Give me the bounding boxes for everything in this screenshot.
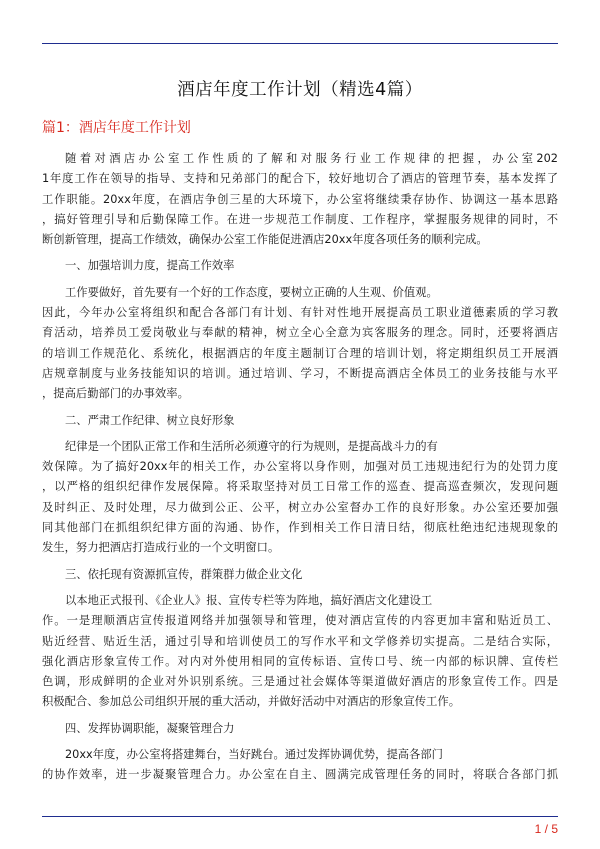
paragraph-line: 作。一是理顺酒店宣传报道网络并加强领导和管理，使对酒店宣传的内容更加丰富和贴近员工、: [42, 614, 558, 628]
paragraph-line: 的协作效率，进一步凝聚管理合力。办公室在自主、圆满完成管理任务的同时，将联合各部门抓: [42, 768, 558, 782]
paragraph-line: 同其他部门在抓组织纪律方面的沟通、协作，作到相关工作日清日结，彻底杜绝违纪违规现象的: [42, 521, 558, 535]
paragraph-line: 积极配合、参加总公司组织开展的重大活动，并做好活动中对酒店的形象宣传工作。: [42, 695, 460, 709]
paragraph-line: 因此，今年办公室将组织和配合各部门有计划、有针对性地开展提高员工职业道德素质的学习教: [42, 306, 558, 320]
paragraph-line: 断创新管理，提高工作绩效，确保办公室工作能促进酒店20xx年度各项任务的顺利完成。: [42, 233, 488, 247]
subsection-heading: 三、依托现有资源抓宣传，群策群力做企业文化: [65, 567, 303, 581]
section-heading: 篇1：酒店年度工作计划: [42, 120, 191, 136]
page-number: 1 / 5: [534, 822, 558, 836]
paragraph-line: 以本地正式报刊、《企业人》报、宣传专栏等为阵地，搞好酒店文化建设工: [65, 593, 433, 607]
paragraph-line: 及时纠正、及时处理，尽力做到公正、公平，树立办公室督办工作的良好形象。办公室还要加强: [42, 500, 558, 514]
document-title: 酒店年度工作计划（精选4篇）: [177, 80, 423, 100]
paragraph-line: 色调，形成鲜明的企业对外识别系统。三是通过社会媒体等渠道做好酒店的形象宣传工作。四是: [42, 675, 558, 689]
subsection-heading: 四、发挥协调职能，凝聚管理合力: [65, 721, 235, 735]
subsection-heading: 一、加强培训力度，提高工作效率: [65, 259, 235, 273]
document-body: [42, 149, 558, 786]
paragraph-line: 效保障。为了搞好20xx年的相关工作，办公室将以身作则，加强对员工违规违纪行为的处罚力度: [42, 460, 558, 474]
paragraph-line: ，搞好管理引导和后勤保障工作。在进一步规范工作制度、工作程序，掌握服务规律的同时，不: [42, 212, 558, 226]
paragraph-line: ，提高后勤部门的办事效率。: [42, 387, 189, 401]
paragraph-line: 店规章制度与业务技能知识的培训。通过培训、学习，不断提高酒店全体员工的业务技能与水平: [42, 366, 558, 380]
paragraph-line: 贴近经营、贴近生活，通过引导和培训使员工的写作水平和文学修养切实提高。二是结合实际，: [42, 634, 558, 648]
paragraph-line: 工作职能。20xx年度，在酒店争创三星的大环境下，办公室将继续秉存协作、协调这一基本思路: [42, 192, 558, 206]
paragraph-line: ，以严格的组织纪律作发展保障。将采取坚持对员工日常工作的巡查、提高巡查频次，发现问题: [42, 480, 558, 494]
paragraph-line: 的培训工作规范化、系统化，根据酒店的年度主题制订合理的培训计划，将定期组织员工开展酒: [42, 346, 558, 360]
paragraph-line: 强化酒店形象宣传工作。对内对外使用相同的宣传标语、宣传口号、统一内部的标识牌、宣传栏: [42, 654, 558, 668]
subsection-heading: 二、严肃工作纪律、树立良好形象: [65, 413, 235, 427]
paragraph-line: 工作要做好，首先要有一个好的工作态度，要树立正确的人生观、价值观。: [65, 285, 438, 299]
paragraph-line: 育活动，培养员工爱岗敬业与奉献的精神，树立全心全意为宾客服务的理念。同时，还要将酒店: [42, 326, 558, 340]
paragraph-line: 发生，努力把酒店打造成行业的一个文明窗口。: [42, 541, 280, 555]
paragraph-line: 随着对酒店办公室工作性质的了解和对服务行业工作规律的把握，办公室202: [65, 152, 558, 165]
footer-rule: [42, 816, 558, 817]
paragraph-line: 20xx年度，办公室将搭建舞台，当好跳台。通过发挥协调优势，提高各部门: [65, 748, 443, 762]
paragraph-line: 纪律是一个团队正常工作和生活所必须遵守的行为规则，是提高战斗力的有: [65, 439, 438, 453]
paragraph-line: 1年度工作在领导的指导、支持和兄弟部门的配合下，较好地切合了酒店的管理节奏，基本发挥了: [42, 172, 558, 186]
header-rule: [42, 43, 558, 44]
